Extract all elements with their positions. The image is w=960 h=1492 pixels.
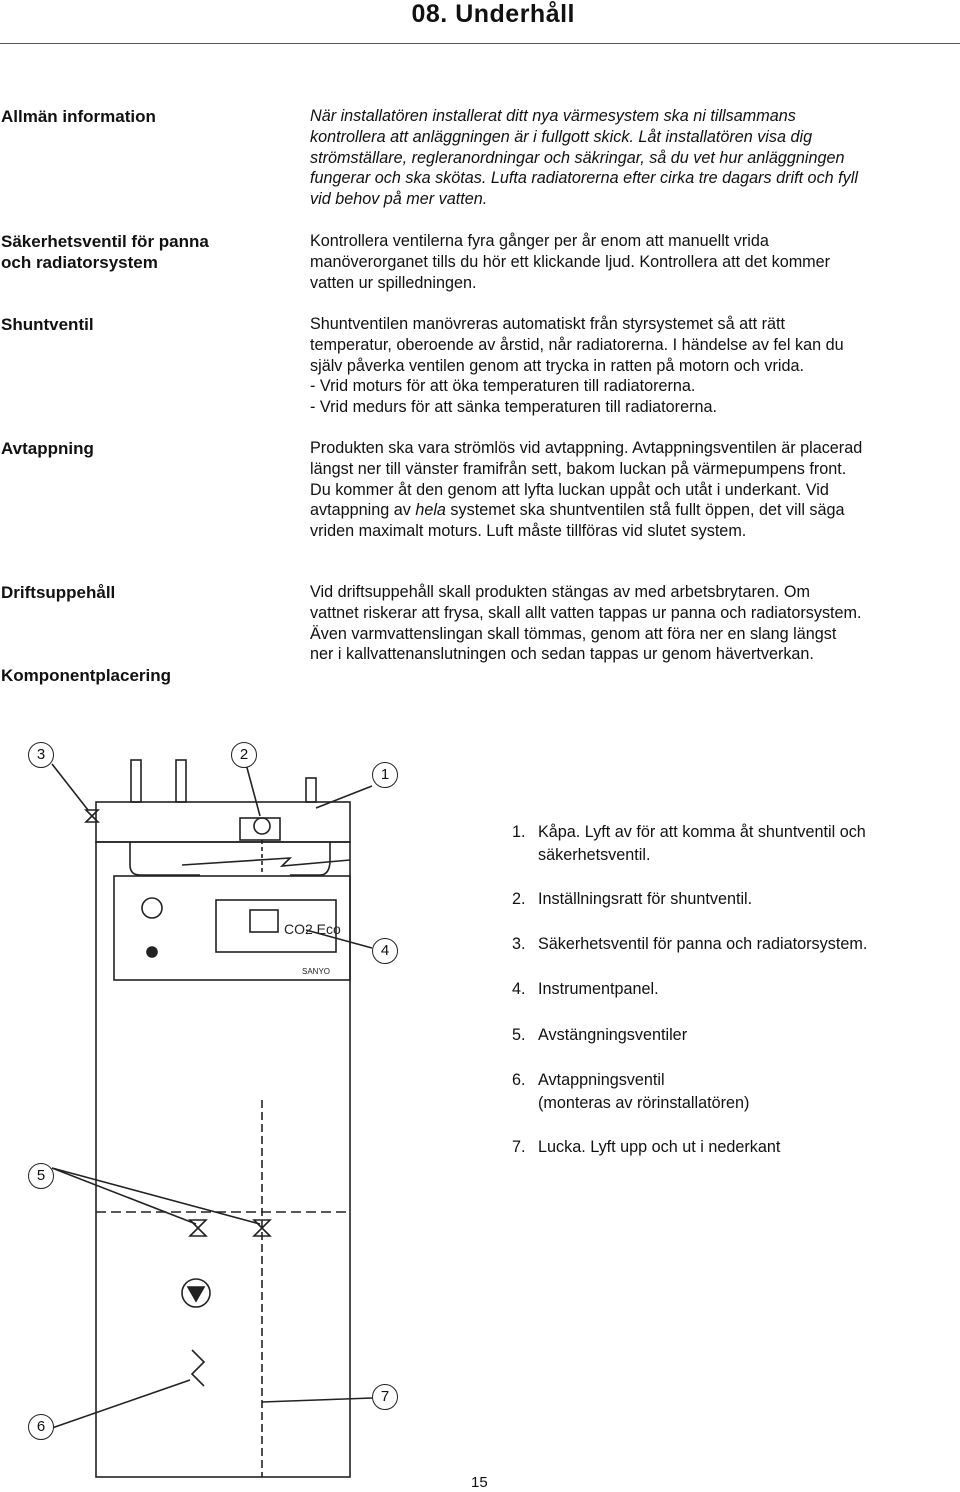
paragraph-line: Kontrollera ventilerna fyra gånger per år enom att manuellt vrida: [310, 232, 769, 250]
legend-number: 7.: [512, 1138, 526, 1156]
title-divider: [0, 43, 960, 44]
section-label-komponent: Komponentplacering: [1, 666, 172, 685]
callout-leader-5: [52, 1168, 260, 1224]
component-diagram: [0, 730, 500, 1480]
shunt-valve-body: [240, 818, 280, 840]
paragraph-line: manöverorganet tills du hör ett klickande ljud. Kontrollera att det kommer: [310, 252, 831, 271]
paragraph-line: vatten ur spilledningen.: [310, 273, 477, 292]
paragraph-line: - Vrid moturs för att öka temperaturen till radiatorerna.: [310, 377, 696, 396]
legend-item-2: [512, 888, 752, 911]
pipe-connection: [306, 778, 316, 802]
callout-2: 2: [231, 742, 257, 768]
paragraph-line: vid behov på mer vatten.: [310, 190, 488, 209]
callout-1: 1: [372, 762, 398, 788]
dial-knob: [142, 898, 162, 918]
legend-number: 6.: [512, 1071, 526, 1089]
pipe-connection: [176, 760, 186, 802]
callout-leader-3: [52, 764, 88, 810]
paragraph-line: själv påverka ventilen genom att trycka in ratten på motorn och vrida.: [310, 356, 804, 375]
callout-leader-5: [52, 1168, 196, 1224]
legend-item-4: [512, 978, 659, 1001]
paragraph-line: - Vrid medurs för att sänka temperaturen till radiatorerna.: [310, 398, 717, 417]
legend-text-continued: (monteras av rörinstallatören): [538, 1094, 750, 1112]
paragraph-line: Även varmvattenslingan skall tömmas, genom att föra ner en slang längst: [310, 624, 837, 643]
callout-4: 4: [372, 938, 398, 964]
paragraph-drift: [310, 582, 960, 665]
break-line: [182, 858, 350, 866]
paragraph-line: vriden maximalt moturs. Luft måste tillföras vid slutet system.: [310, 522, 747, 541]
brand-text: SANYO: [302, 967, 331, 976]
callout-3: 3: [28, 742, 54, 768]
page-number: 15: [471, 1474, 488, 1491]
shunt-knob: [254, 818, 270, 834]
legend-text-continued: säkerhetsventil.: [538, 846, 651, 864]
legend-text: Kåpa. Lyft av för att komma åt shuntventil och: [538, 823, 866, 841]
section-label-avtappning: Avtappning: [1, 439, 94, 458]
legend-text: Avstängningsventiler: [538, 1026, 688, 1044]
legend-item-7: [512, 1136, 780, 1159]
line-part: avtappning av: [310, 501, 416, 520]
legend-item-3: [512, 933, 867, 956]
emphasis-text: hela: [415, 501, 446, 520]
legend-text: Inställningsratt för shuntventil.: [538, 890, 753, 908]
paragraph-line: kontrollera att anläggningen är i fullgott skick. Låt installatören visa dig: [310, 127, 813, 146]
paragraph-line: strömställare, regleranordningar och säkringar, så du vet hur anläggningen: [310, 148, 845, 167]
callout-leader-1: [316, 786, 372, 808]
callout-leader-2: [246, 764, 260, 816]
callout-leader-6: [52, 1380, 190, 1428]
callout-6: 6: [28, 1414, 54, 1440]
paragraph-line: Produkten ska vara strömlös vid avtappning. Avtappningsventilen är placerad: [310, 439, 863, 457]
line-part: systemet ska shuntventilen stå fullt öppen, det vill säga: [445, 501, 845, 520]
paragraph-line: temperatur, oberoende av årstid, når radiatorerna. I händelse av fel kan du: [310, 335, 844, 354]
paragraph-line: Du kommer åt den genom att lyfta luckan uppåt och utåt i underkant. Vid: [310, 480, 829, 499]
legend-text: Avtappningsventil: [538, 1071, 665, 1089]
paragraph-sakerhet: [310, 231, 960, 293]
main-cabinet: [96, 842, 350, 1477]
button-icon: [147, 947, 157, 957]
paragraph-line: När installatören installerat ditt nya värmesystem ska ni tillsammans: [310, 107, 796, 125]
legend-text: Instrumentpanel.: [538, 980, 659, 998]
cover-casing: [96, 802, 350, 842]
callout-5: 5: [28, 1163, 54, 1189]
legend-number: 1.: [512, 823, 526, 841]
callout-7: 7: [372, 1384, 398, 1410]
paragraph-shunt: [310, 314, 960, 418]
pipe-loop: [290, 842, 330, 875]
pipe-loop: [130, 842, 200, 875]
paragraph-line: Shuntventilen manövreras automatiskt från styrsystemet så att rätt: [310, 315, 786, 333]
panel-model-text: CO2 Eco: [284, 921, 341, 937]
legend-item-5: [512, 1024, 687, 1047]
paragraph-line: [310, 500, 960, 521]
label-line: Säkerhetsventil för panna: [1, 232, 209, 251]
paragraph-line: fungerar och ska skötas. Lufta radiatorerna efter cirka tre dagars drift och fyll: [310, 169, 858, 188]
paragraph-line: längst ner till vänster framifrån sett, bakom luckan på värmepumpens front.: [310, 459, 847, 478]
drain-valve-icon: [192, 1350, 204, 1386]
legend-item-1: [512, 821, 866, 867]
paragraph-line: ner i kallvattenanslutningen och sedan tappas ur genom hävertverkan.: [310, 645, 814, 664]
pump-arrow: [188, 1287, 204, 1301]
legend-item-6: [512, 1069, 749, 1115]
display-screen: [250, 910, 278, 932]
section-label-sakerhet: [1, 231, 209, 273]
paragraph-allman: [310, 106, 960, 210]
page-title: 08. Underhåll: [411, 0, 575, 28]
legend-number: 4.: [512, 980, 526, 998]
legend-number: 5.: [512, 1026, 526, 1044]
legend-number: 2.: [512, 890, 526, 908]
label-line: och radiatorsystem: [1, 253, 158, 272]
pipe-connection: [131, 760, 141, 802]
section-label-drift: Driftsuppehåll: [1, 583, 116, 602]
section-label-allman: Allmän information: [1, 107, 156, 126]
callout-leader-7: [262, 1398, 372, 1402]
legend-text: Säkerhetsventil för panna och radiatorsystem.: [538, 935, 868, 953]
paragraph-line: Vid driftsuppehåll skall produkten stängas av med arbetsbrytaren. Om: [310, 583, 810, 601]
paragraph-line: vattnet riskerar att frysa, skall allt vatten tappas ur panna och radiatorsystem.: [310, 603, 862, 622]
section-label-shunt: Shuntventil: [1, 315, 94, 334]
legend-text: Lucka. Lyft upp och ut i nederkant: [538, 1138, 781, 1156]
paragraph-avtappning: [310, 438, 960, 542]
legend-number: 3.: [512, 935, 526, 953]
